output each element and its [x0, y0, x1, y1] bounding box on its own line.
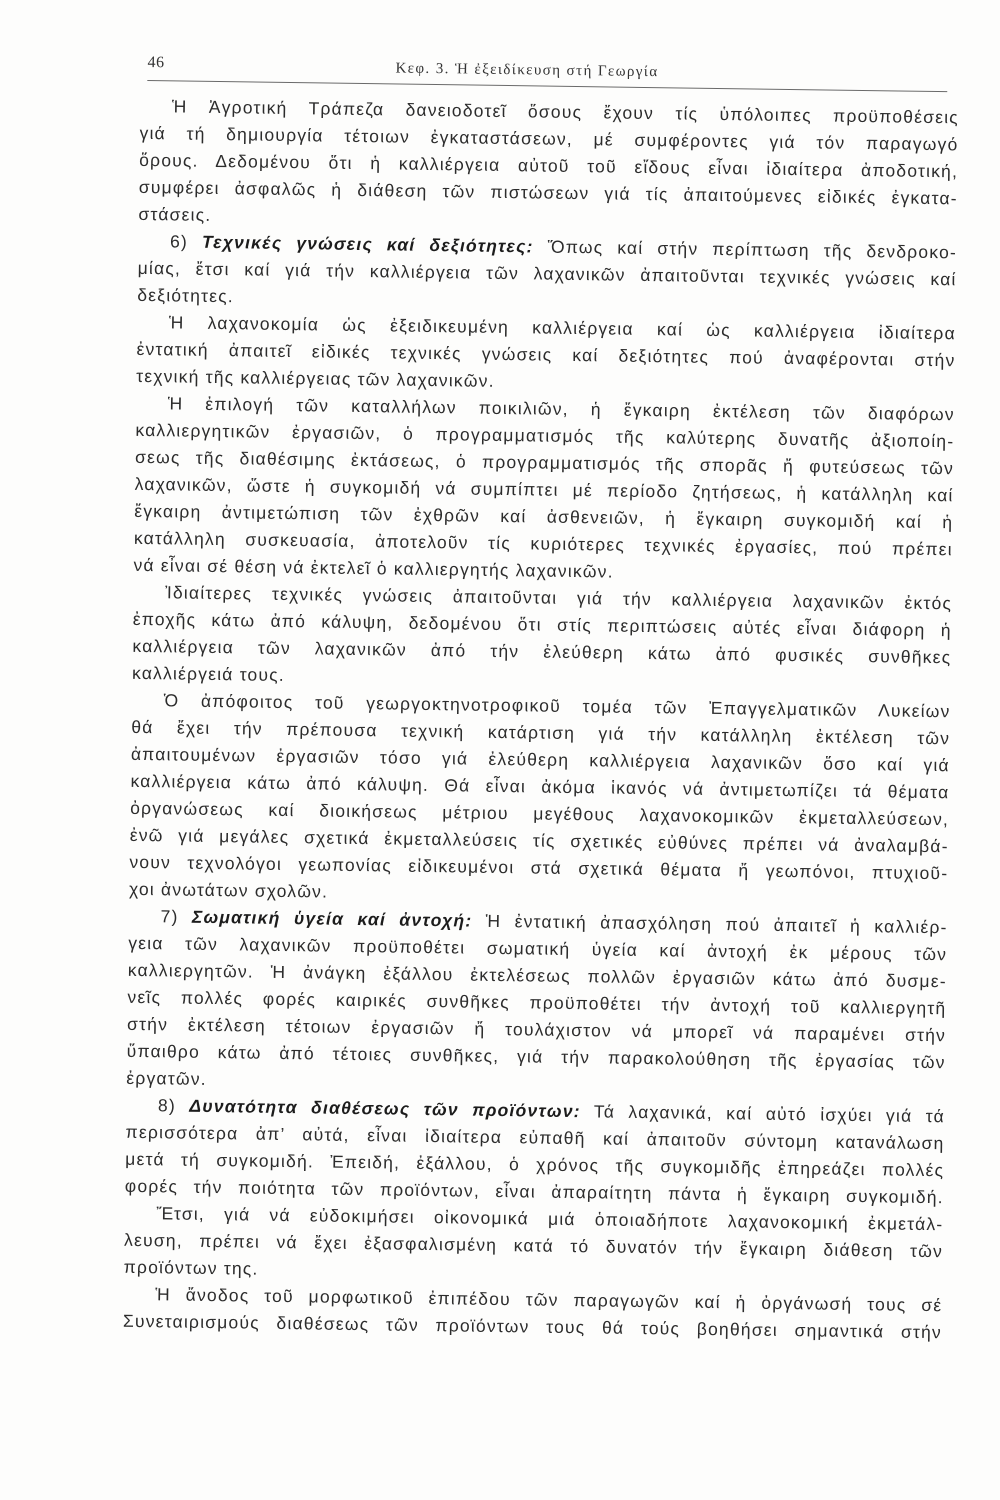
- text-line: προϊόντων της.: [123, 1256, 259, 1279]
- text-line: ἐντατική ἀπαιτεῖ εἰδικές τεχνικές γνώσεις καί δεξιότητες πού ἀναφέρονται στήν: [136, 338, 956, 371]
- text-line: χοι ἀνωτάτων σχολῶν.: [128, 878, 329, 902]
- text-line: γεια τῶν λαχανικῶν προϋποθέτει σωματική ὑγεία καί ἀντοχή ἐκ μέρους τῶν: [128, 932, 948, 965]
- text-line: στήν ἐκτέλεση τέτοιων ἐργασιῶν ἤ τουλάχιστον νά μπορεῖ νά παραμένει στήν: [127, 1013, 947, 1046]
- page-number: 46: [147, 54, 165, 72]
- item-number: 6): [169, 231, 189, 252]
- text-line: Ἡ λαχανοκομία ὡς ἐξειδικευμένη καλλιέργεια καί ὡς καλλιέργεια ἰδιαίτερα: [168, 312, 957, 344]
- text-line: Συνεταιρισμούς διαθέσεως τῶν προϊόντων τους θά τούς βοηθήσει σημαντικά στήν: [122, 1310, 943, 1343]
- paragraph: [138, 93, 959, 239]
- text-line: νά εἶναι σέ θέση νά ἐκτελεῖ ὁ καλλιεργητής λαχανικῶν.: [133, 554, 614, 582]
- text-line: τεχνική τῆς καλλιέργειας τῶν λαχανικῶν.: [136, 365, 495, 391]
- text-line: Ἡ ἄνοδος τοῦ μορφωτικοῦ ἐπιπέδου τῶν παραγωγῶν καί ἡ ὀργάνωσή τους σέ: [155, 1284, 943, 1316]
- paragraph: [132, 579, 952, 698]
- text-line: γιά τή δημιουργία τέτοιων ἐγκαταστάσεων, μέ συμφέροντες γιά τόν παραγωγό: [139, 122, 959, 155]
- text-line: δεξιότητες.: [137, 284, 235, 307]
- text-line: καλλιέργειά τους.: [131, 662, 286, 685]
- text-line: ἐνῶ γιά μεγάλες σχετικά ἐκμεταλλεύσεις τίς σχετικές εὐθύνες πρέπει νά ἀναλαμβά-: [129, 824, 949, 857]
- text-line: κατάλληλη συσκευασία, ἀποτελοῦν τίς κυριότερες τεχνικές ἐργασίες, πού πρέπει: [133, 527, 953, 560]
- text-line: καλλιεργητῶν. Ἡ ἀνάγκη ἐξάλλου ἐκτελέσεως πολλῶν ἐργασιῶν κάτω ἀπό δυσμε-: [127, 959, 947, 992]
- text-line: Ἡ ἐπιλογή τῶν καταλλήλων ποικιλιῶν, ἡ ἔγκαιρη ἐκτέλεση τῶν διαφόρων: [167, 393, 955, 425]
- text-line: Ἡ Ἀγροτική Τράπεζα δανειοδοτεῖ ὅσους ἔχουν τίς ὑπόλοιπες προϋποθέσεις: [171, 96, 960, 128]
- text-line: θά ἔχει τήν πρέπουσα τεχνική κατάρτιση γιά τήν κατάλληλη ἐκτέλεση τῶν: [131, 716, 951, 749]
- text-line: ἔγκαιρη ἀντιμετώπιση τῶν ἐχθρῶν καί ἀσθενειῶν, ἡ ἔγκαιρη συγκομιδή καί ἡ: [134, 500, 954, 533]
- text-line: στάσεις.: [138, 203, 212, 225]
- text-line: καλλιέργεια κάτω ἀπό κάλυψη. Θά εἶναι ἀκόμα ἱκανός νά ἀντιμετωπίζει τά θέματα: [130, 770, 950, 803]
- text-line: Ἰδιαίτερες τεχνικές γνώσεις ἀπαιτοῦνται γιά τήν καλλιέργεια λαχανικῶν ἐκτός: [165, 582, 953, 614]
- text-line: ἐργατῶν.: [126, 1067, 207, 1089]
- running-head-title: Κεφ. 3. Ἡ ἐξειδίκευση στή Γεωργία: [395, 60, 659, 81]
- paragraph: [124, 1200, 944, 1292]
- item-heading: Σωματική ὑγεία καί ἀντοχή:: [191, 906, 473, 931]
- numbered-paragraph: [125, 1092, 945, 1211]
- text-line: Ὁ ἀπόφοιτος τοῦ γεωργοκτηνοτροφικοῦ τομέα τῶν Ἐπαγγελματικῶν Λυκείων: [163, 690, 951, 722]
- text-line: μετά τή συγκομιδή. Ἐπειδή, ἐξάλλου, ὁ χρόνος τῆς συγκομιδῆς ἐπηρεάζει πολλές: [125, 1148, 945, 1181]
- text-line: ὕπαιθρο κάτω ἀπό τέτοιες συνθῆκες, γιά τήν παρακολούθηση τῆς ἐργασίας τῶν: [126, 1040, 946, 1073]
- text-line: καλλιεργητικῶν ἐργασιῶν, ὁ προγραμματισμός τῆς καλύτερης δυνατῆς ἀξιοποίη-: [135, 419, 955, 452]
- text-run: Τά λαχανικά, καί αὐτό ἰσχύει γιά τά: [593, 1101, 946, 1127]
- text-line: λευση, πρέπει νά ἔχει ἐξασφαλισμένη κατά τό δυνατόν τήν ἔγκαιρη διάθεση τῶν: [123, 1229, 944, 1262]
- text-line: Ἔτσι, γιά νά εὐδοκιμήσει οἰκονομικά μιά ὁποιαδήποτε λαχανοκομική ἐκμετάλ-: [156, 1203, 944, 1235]
- body-text: [123, 93, 959, 1346]
- scanned-page-content: [117, 45, 970, 1357]
- paragraph: [136, 309, 956, 401]
- item-heading: Τεχνικές γνώσεις καί δεξιότητες:: [201, 231, 534, 257]
- item-number: 8): [157, 1095, 177, 1116]
- text-line: νουν τεχνολόγοι γεωπονίας εἰδικευμένοι στά σχετικά θέματα ἤ γεωπόνοι, πτυχιοῦ-: [129, 851, 949, 884]
- text-line: συμφέρει ἀσφαλῶς ἡ διάθεση τῶν πιστώσεων γιά τίς ἀπαιτούμενες εἰδικές ἐγκατα-: [138, 176, 958, 209]
- paragraph: [123, 1281, 943, 1346]
- text-line: περισσότερα ἀπ’ αὐτά, εἶναι ἰδιαίτερα εὐπαθῆ καί ἀπαιτοῦν σύντομη κατανάλωση: [125, 1121, 945, 1154]
- text-run: Ἡ ἐντατική ἀπασχόληση πού ἀπαιτεῖ ἡ καλλιέρ-: [485, 910, 948, 938]
- item-number: 7): [160, 906, 179, 927]
- text-line: μίας, ἔτσι καί γιά τήν καλλιέργεια τῶν λαχανικῶν ἀπαιτοῦνται τεχνικές γνώσεις καί: [137, 257, 957, 290]
- numbered-paragraph: [126, 903, 948, 1103]
- paragraph: [129, 687, 951, 914]
- text-line: φορές τήν ποιότητα τῶν προϊόντων, εἶναι ἀπαραίτητη πάντα ἡ ἔγκαιρη συγκομιδή.: [124, 1175, 944, 1208]
- text-line: νεῖς πολλές φορές καιρικές συνθῆκες προϋποθέτει τήν ἀντοχή τοῦ καλλιεργητῆ: [127, 986, 947, 1019]
- text-line: ὅρους. Δεδομένου ὅτι ἡ καλλιέργεια αὐτοῦ τοῦ εἴδους εἶναι ἰδιαίτερα ἀποδοτική,: [139, 149, 959, 182]
- paragraph: [133, 390, 955, 590]
- text-line: καλλιέργεια τῶν λαχανικῶν ἀπό τήν ἐλεύθερη κάτω ἀπό φυσικές συνθῆκες: [132, 635, 952, 668]
- text-line: λαχανικῶν, ὥστε ἡ συγκομιδή νά συμπίπτει μέ περίοδο ζητήσεως, ἡ κατάλληλη καί: [134, 473, 954, 506]
- text-line: σεως τῆς διαθέσιμης ἐκτάσεως, ὁ προγραμματισμός τῆς σπορᾶς ἤ φυτεύσεως τῶν: [134, 446, 955, 479]
- item-heading: Δυνατότητα διαθέσεως τῶν προϊόντων:: [189, 1095, 581, 1122]
- text-line: ἀπαιτουμένων ἐργασιῶν τόσο γιά ἐλεύθερη καλλιέργεια λαχανικῶν ὅσο καί γιά: [130, 743, 950, 776]
- text-line: ἐποχῆς κάτω ἀπό κάλυψη, δεδομένου ὅτι στίς περιπτώσεις αὐτές εἶναι διάφορη ἡ: [132, 608, 952, 641]
- text-line: ὀργανώσεως καί διοικήσεως μέτριου μεγέθους λαχανοκομικῶν ἐκμεταλλεύσεων,: [130, 797, 950, 830]
- numbered-paragraph: [137, 228, 957, 320]
- text-run: Ὅπως καί στήν περίπτωση τῆς δενδροκο-: [547, 236, 958, 263]
